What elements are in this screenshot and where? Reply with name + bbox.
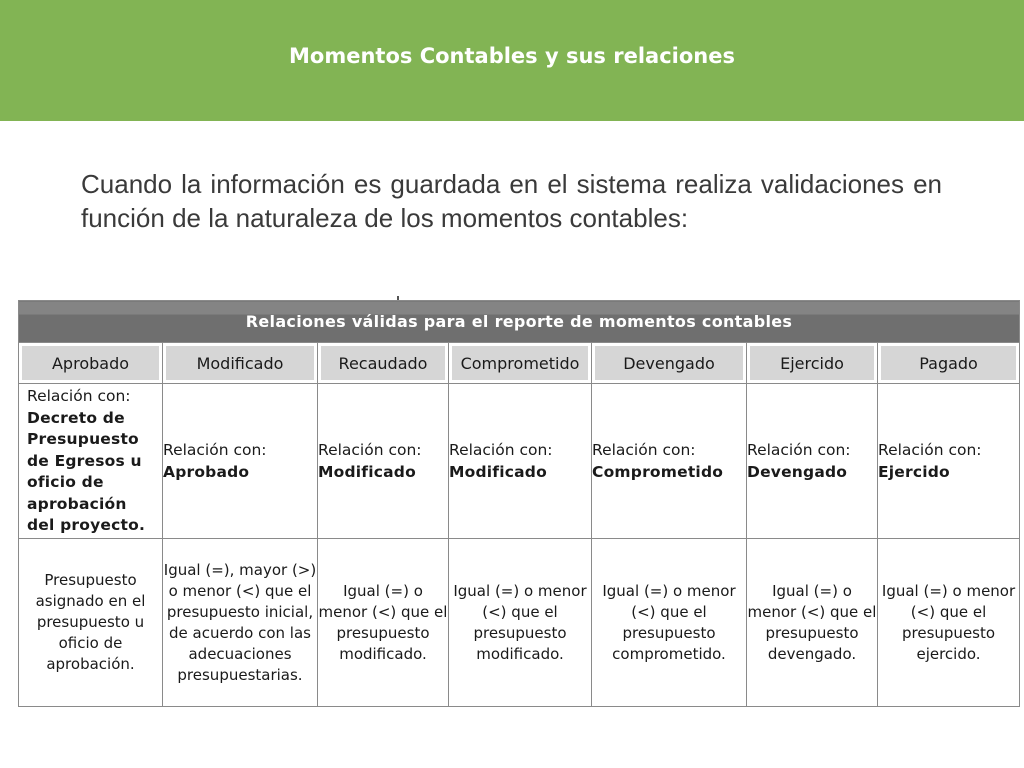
relation-label: Relación con: <box>163 441 267 459</box>
relation-target: Ejercido <box>878 463 950 481</box>
relation-label: Relación con: <box>592 441 696 459</box>
condition-cell-ejercido: Igual (=) o menor (<) que el presupuesto devengado. <box>747 539 878 707</box>
column-header-modificado: Modificado <box>163 343 318 384</box>
column-header-pagado: Pagado <box>878 343 1020 384</box>
column-header-aprobado: Aprobado <box>19 343 163 384</box>
condition-cell-recaudado: Igual (=) o menor (<) que el presupuesto modificado. <box>318 539 449 707</box>
relation-target: Modificado <box>318 463 416 481</box>
condition-row <box>19 539 1020 707</box>
relation-target: Decreto de Presupuesto de Egresos u oficio de aprobación del proyecto. <box>27 408 146 534</box>
condition-cell-modificado: Igual (=), mayor (>) o menor (<) que el presupuesto inicial, de acuerdo con las adecuaciones presupuestarias. <box>163 539 318 707</box>
condition-cell-aprobado: Presupuesto asignado en el presupuesto u oficio de aprobación. <box>19 539 163 707</box>
table-title-row <box>19 301 1020 343</box>
relation-label: Relación con: <box>318 441 422 459</box>
relation-label: Relación con: <box>878 441 982 459</box>
relation-target: Modificado <box>449 463 547 481</box>
relation-target: Devengado <box>747 463 848 481</box>
relation-cell-comprometido <box>449 384 592 539</box>
condition-cell-comprometido: Igual (=) o menor (<) que el presupuesto modificado. <box>449 539 592 707</box>
relation-row <box>19 384 1020 539</box>
relation-target: Aprobado <box>163 463 250 481</box>
column-header-recaudado: Recaudado <box>318 343 449 384</box>
relation-label: Relación con: <box>747 441 851 459</box>
column-header-row <box>19 343 1020 384</box>
column-header-comprometido: Comprometido <box>449 343 592 384</box>
relation-cell-ejercido <box>747 384 878 539</box>
relation-cell-recaudado <box>318 384 449 539</box>
relation-cell-modificado <box>163 384 318 539</box>
table-title: Relaciones válidas para el reporte de momentos contables <box>19 301 1020 343</box>
relation-cell-devengado <box>592 384 747 539</box>
relation-label: Relación con: <box>27 387 131 405</box>
condition-cell-pagado: Igual (=) o menor (<) que el presupuesto ejercido. <box>878 539 1020 707</box>
relations-table <box>18 300 1020 707</box>
relation-cell-aprobado <box>19 384 163 539</box>
intro-paragraph: Cuando la información es guardada en el sistema realiza validaciones en función de la naturaleza de los momentos contables: <box>81 169 942 233</box>
relation-cell-pagado <box>878 384 1020 539</box>
slide-title: Momentos Contables y sus relaciones <box>289 44 735 68</box>
column-header-ejercido: Ejercido <box>747 343 878 384</box>
relation-label: Relación con: <box>449 441 553 459</box>
column-header-devengado: Devengado <box>592 343 747 384</box>
condition-cell-devengado: Igual (=) o menor (<) que el presupuesto comprometido. <box>592 539 747 707</box>
relation-target: Comprometido <box>592 463 724 481</box>
